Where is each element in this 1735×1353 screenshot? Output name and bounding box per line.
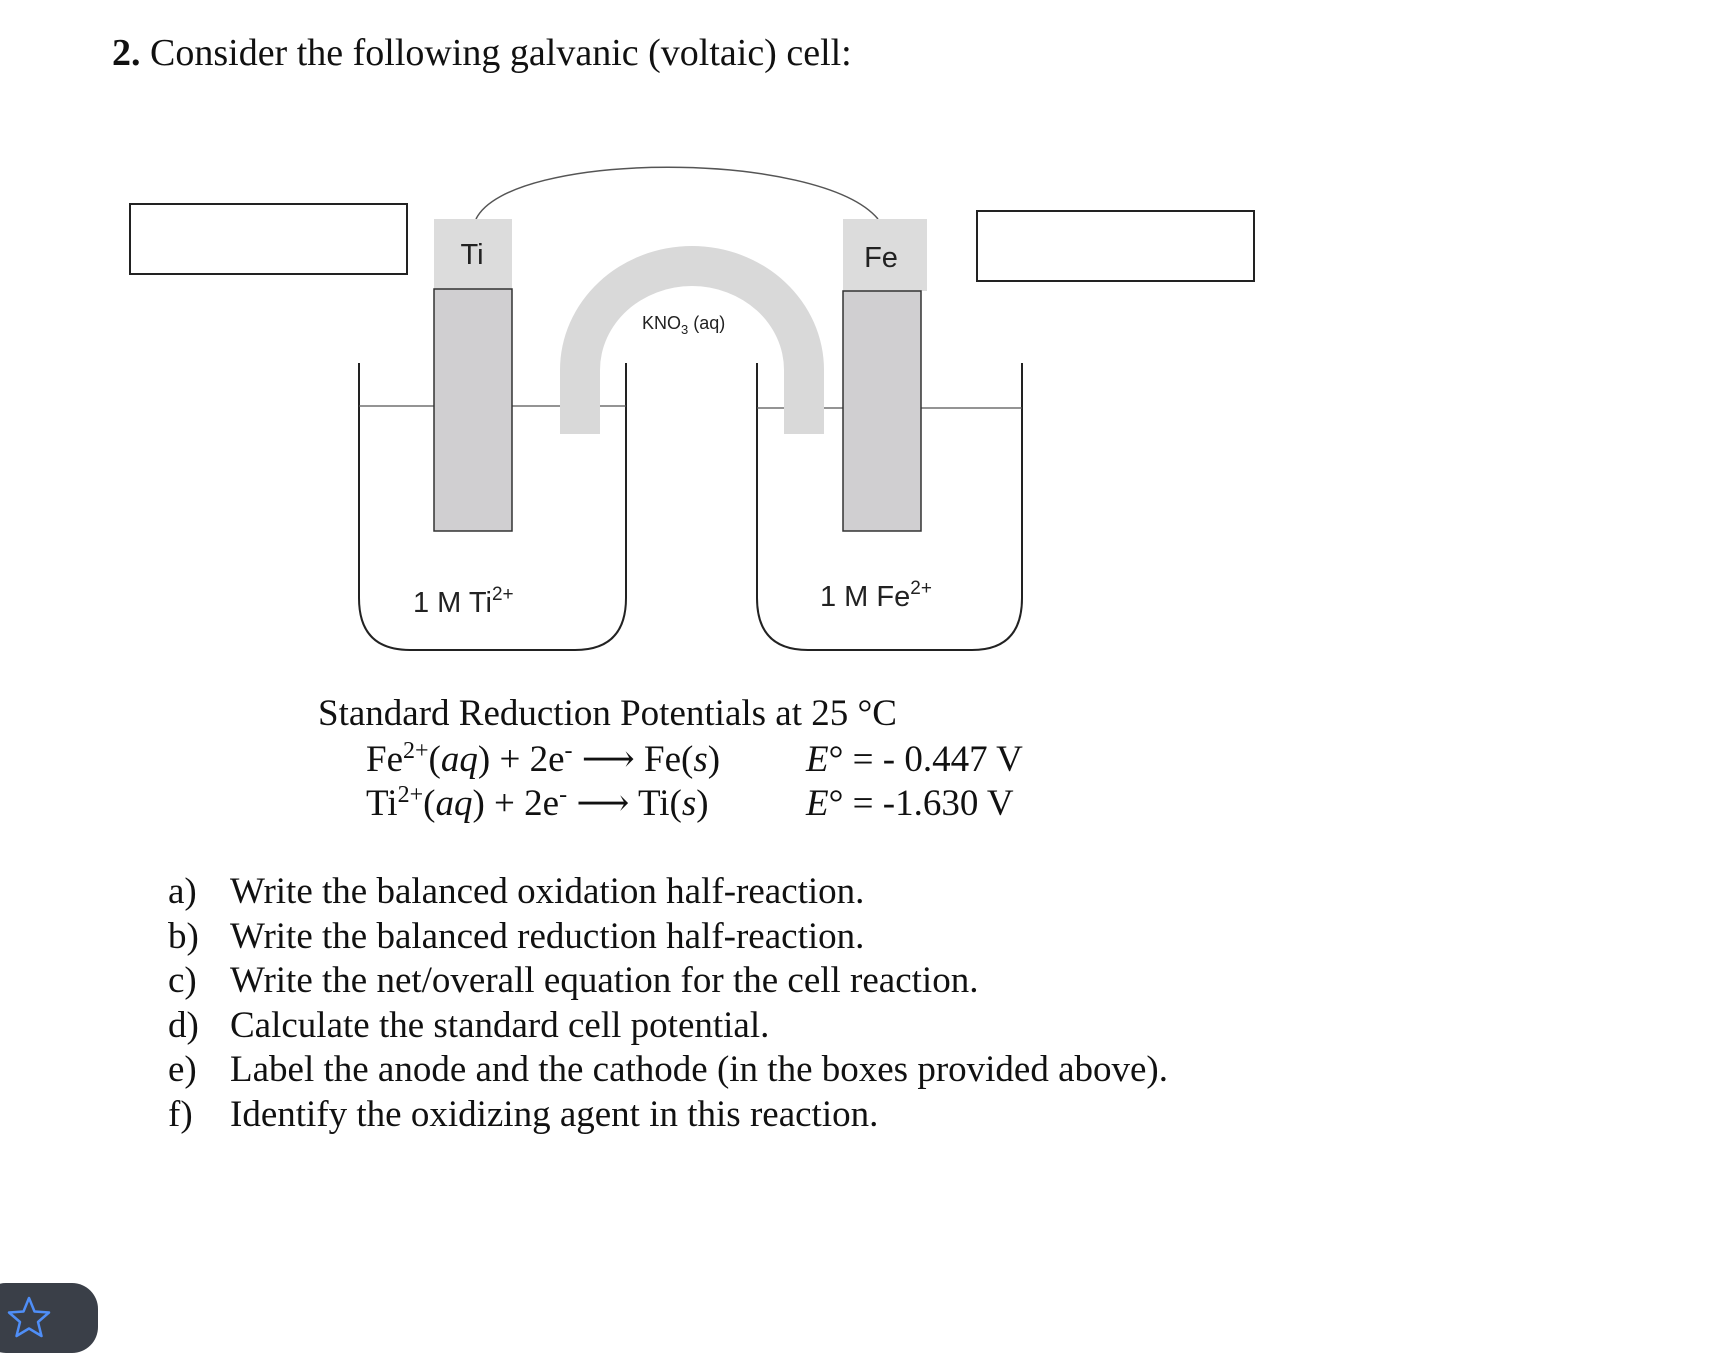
right-solution-text: 1 M Fe bbox=[820, 581, 911, 613]
potential-symbol: E bbox=[806, 739, 829, 780]
left-electrode-rod bbox=[434, 289, 512, 531]
salt-bridge-formula: KNO bbox=[642, 313, 682, 333]
reaction-state: aq bbox=[435, 783, 473, 824]
reaction-product: Ti( bbox=[637, 783, 682, 824]
reaction-arrow: ⟶ bbox=[572, 739, 645, 780]
external-wire bbox=[476, 167, 878, 219]
reaction-equation: $Ti^{2+}(aq) + 2e^-$ ⟶ Ti(s) bbox=[366, 782, 709, 824]
question-letter: b) bbox=[168, 915, 199, 957]
potential-value: ° = - 0.447 V bbox=[828, 739, 1023, 780]
reaction-equation: $Fe^{2+}(aq) + 2e^-$ ⟶ Fe(s) bbox=[366, 738, 721, 780]
left-solution-label bbox=[413, 584, 514, 619]
reaction-ion: Ti bbox=[366, 783, 398, 824]
reaction-close: ) bbox=[696, 783, 709, 824]
question-text: Calculate the standard cell potential. bbox=[230, 1004, 770, 1046]
electron-charge: - bbox=[564, 738, 573, 764]
question-text: Write the net/overall equation for the cell reaction. bbox=[230, 960, 979, 1001]
electron-charge: - bbox=[559, 782, 568, 808]
question-letter: d) bbox=[168, 1004, 199, 1046]
reaction-arrow: ⟶ bbox=[567, 783, 638, 824]
salt-bridge bbox=[560, 246, 824, 434]
reaction-potential bbox=[806, 738, 1023, 782]
left-solution-charge: 2+ bbox=[491, 584, 514, 605]
right-solution-charge: 2+ bbox=[910, 578, 932, 599]
left-electrode-label: Ti bbox=[460, 239, 484, 271]
potentials-title: Standard Reduction Potentials at 25 °C bbox=[318, 693, 897, 734]
question-letter: e) bbox=[168, 1049, 197, 1090]
salt-bridge-state: (aq) bbox=[688, 313, 726, 333]
reaction-electrons: ) + 2e bbox=[477, 739, 565, 780]
question-letter: f) bbox=[168, 1093, 193, 1135]
question-letter: c) bbox=[168, 960, 197, 1001]
reaction-ion: Fe bbox=[366, 739, 403, 780]
right-electrode-rod bbox=[843, 291, 921, 531]
question-letter: a) bbox=[168, 871, 197, 912]
question-prompt: Consider the following galvanic (voltaic) cell: bbox=[150, 32, 852, 74]
salt-bridge-label bbox=[642, 313, 725, 337]
reaction-ion-charge: 2+ bbox=[397, 782, 424, 808]
left-label-box[interactable] bbox=[130, 204, 407, 274]
reaction-close: ) bbox=[707, 739, 721, 780]
question-text: Write the balanced reduction half-reaction. bbox=[230, 915, 865, 957]
reaction-state: aq bbox=[440, 739, 478, 780]
product-state: s bbox=[693, 739, 708, 780]
question-text: Write the balanced oxidation half-reaction. bbox=[230, 871, 865, 912]
right-electrode-label: Fe bbox=[864, 242, 898, 274]
reaction-product: Fe( bbox=[644, 739, 694, 780]
reaction-electrons: ) + 2e bbox=[472, 783, 560, 824]
reaction-ion-charge: 2+ bbox=[403, 738, 429, 764]
reaction-potential bbox=[806, 782, 1014, 826]
corner-tab[interactable] bbox=[0, 1283, 98, 1353]
question-text: Identify the oxidizing agent in this reaction. bbox=[230, 1093, 879, 1135]
salt-bridge-subscript: 3 bbox=[681, 322, 689, 337]
star-icon[interactable] bbox=[6, 1295, 52, 1339]
potential-symbol: E bbox=[806, 783, 829, 824]
right-solution-label bbox=[820, 578, 932, 613]
potential-value: ° = -1.630 V bbox=[828, 783, 1014, 824]
right-label-box[interactable] bbox=[977, 211, 1254, 281]
left-solution-text: 1 M Ti bbox=[413, 587, 492, 619]
question-number: 2. bbox=[112, 32, 141, 74]
product-state: s bbox=[681, 783, 697, 824]
question-text: Label the anode and the cathode (in the boxes provided above). bbox=[230, 1049, 1169, 1090]
